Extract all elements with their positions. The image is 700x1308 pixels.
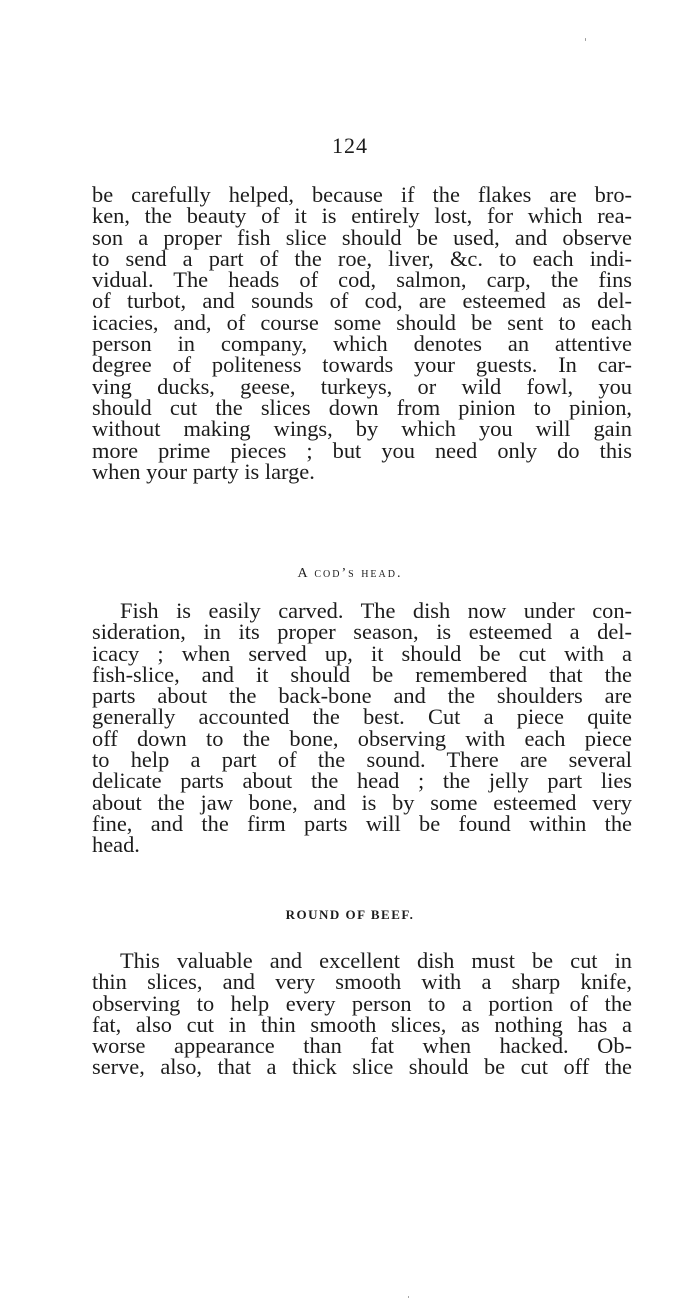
- text-line: sideration, in its proper season, is esteemed a del-: [92, 619, 632, 645]
- text-line: serve, also, that a thick slice should be cut off the: [92, 1054, 632, 1080]
- text-line: should cut the slices down from pinion to pinion,: [92, 394, 632, 420]
- section-heading-cods-head: A cod’s head.: [297, 566, 403, 581]
- paragraph-cods-head: [92, 600, 632, 856]
- text-line: fish-slice, and it should be remembered that the: [92, 661, 632, 687]
- text-line: delicate parts about the head ; the jelly part lies: [92, 768, 632, 794]
- text-line: vidual. The heads of cod, salmon, carp, the fins: [92, 267, 632, 293]
- text-line: observing to help every person to a portion of the: [92, 990, 632, 1016]
- text-line: Fish is easily carved. The dish now under con-: [120, 598, 632, 623]
- text-line: to help a part of the sound. There are several: [92, 747, 632, 773]
- text-line: head.: [92, 832, 140, 858]
- text-line: more prime pieces ; but you need only do this: [92, 437, 632, 463]
- text-line: thin slices, and very smooth with a sharp knife,: [92, 969, 632, 995]
- text-line: without making wings, by which you will gain: [92, 416, 632, 442]
- text-line: when your party is large.: [92, 458, 315, 484]
- text-line: icacy ; when served up, it should be cut with a: [92, 640, 632, 666]
- text-line: degree of politeness towards your guests. In car-: [92, 352, 632, 378]
- paper-speck: [585, 38, 586, 41]
- text-line: about the jaw bone, and is by some esteemed very: [92, 789, 632, 815]
- text-line: This valuable and excellent dish must be cut in: [120, 948, 632, 973]
- text-line: ken, the beauty of it is entirely lost, for which rea-: [92, 203, 632, 229]
- text-line: ving ducks, geese, turkeys, or wild fowl, you: [92, 373, 632, 399]
- paragraph-carving-fish: [92, 184, 632, 482]
- text-line: son a proper fish slice should be used, and observe: [92, 224, 632, 250]
- text-line: fine, and the firm parts will be found within the: [92, 810, 632, 836]
- text-line: fat, also cut in thin smooth slices, as nothing has a: [92, 1011, 632, 1037]
- section-heading-round-of-beef: ROUND OF BEEF.: [285, 907, 415, 922]
- text-line: icacies, and, of course some should be sent to each: [92, 309, 632, 335]
- paragraph-round-of-beef: [92, 950, 632, 1078]
- text-line: of turbot, and sounds of cod, are esteemed as del-: [92, 288, 632, 314]
- text-line: worse appearance than fat when hacked. Ob-: [92, 1033, 632, 1059]
- text-line: be carefully helped, because if the flakes are bro-: [92, 182, 632, 207]
- text-line: generally accounted the best. Cut a piece quite: [92, 704, 632, 730]
- page-number: 124: [332, 133, 368, 158]
- paper-speck: [408, 1296, 409, 1298]
- text-line: off down to the bone, observing with each piece: [92, 725, 632, 751]
- text-line: person in company, which denotes an attentive: [92, 331, 632, 357]
- text-line: to send a part of the roe, liver, &c. to each indi-: [92, 245, 632, 271]
- text-line: parts about the back-bone and the shoulders are: [92, 683, 632, 709]
